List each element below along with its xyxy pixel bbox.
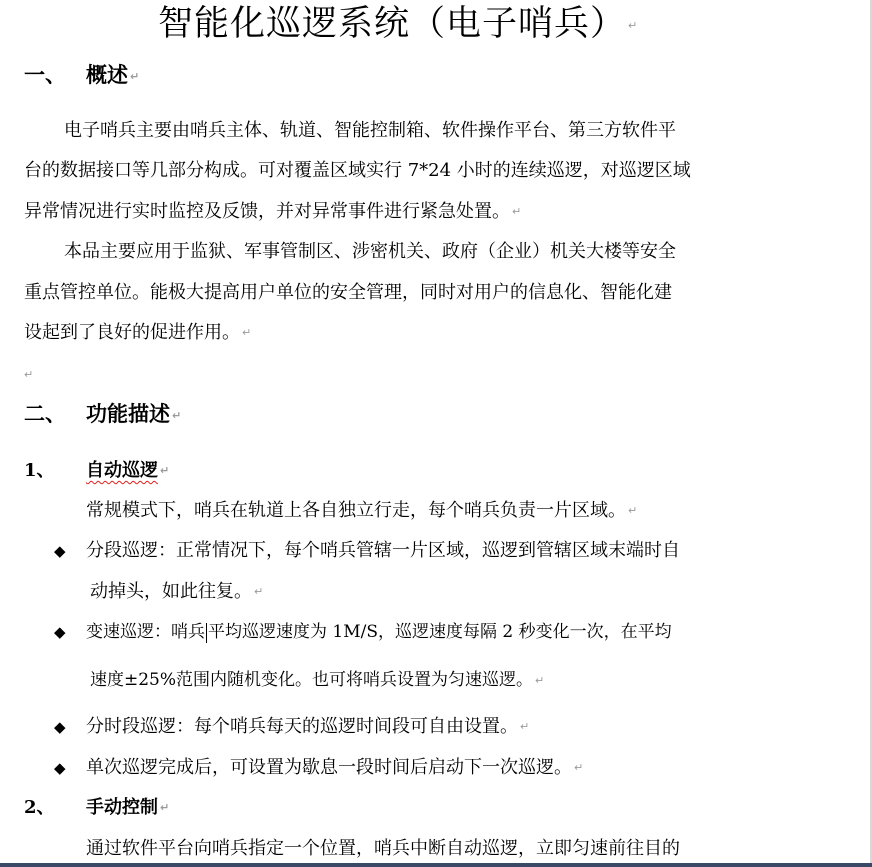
subsection-1-desc: 常规模式下，哨兵在轨道上各自独立行走，每个哨兵负责一片区域。 ↵ [86, 500, 638, 521]
paragraph-mark: ↵ [535, 673, 545, 687]
subsection-2-number: 2、 [24, 797, 55, 818]
overview-para1-line3: 异常情况进行实时监控及反馈，并对异常事件进行紧急处置。 ↵ [24, 201, 522, 222]
paragraph-mark: ↵ [512, 205, 522, 218]
bullet-diamond-icon: ◆ [54, 718, 66, 736]
bullet-diamond-icon: ◆ [54, 542, 66, 560]
bullet-1-line2: 动掉头，如此往复。 ↵ [90, 581, 264, 602]
paragraph-mark: ↵ [130, 69, 140, 83]
subsection-1-number: 1、 [24, 460, 55, 481]
paragraph-mark: ↵ [628, 18, 639, 32]
subsection-2-heading: 手动控制 ↵ [86, 797, 170, 818]
overview-para1-line1: 电子哨兵主要由哨兵主体、轨道、智能控制箱、软件操作平台、第三方软件平 [64, 120, 676, 141]
subsection-1-heading: 自动巡逻 ↵ [86, 460, 170, 481]
bullet-4-line1: 单次巡逻完成后，可设置为歇息一段时间后启动下一次巡逻。 ↵ [86, 757, 584, 778]
paragraph-mark: ↵ [172, 408, 182, 422]
paragraph-mark: ↵ [520, 720, 530, 733]
text-cursor [206, 623, 207, 643]
overview-para2-line3: 设起到了良好的促进作用。 ↵ [24, 322, 252, 343]
bullet-2-line2: 速度±25%范围内随机变化。也可将哨兵设置为匀速巡逻。 ↵ [90, 670, 545, 690]
bullet-1-line1: 分段巡逻：正常情况下，每个哨兵管辖一片区域，巡逻到管辖区域末端时自 [86, 540, 680, 561]
bullet-diamond-icon: ◆ [54, 623, 66, 641]
section-2-number: 二、 [24, 401, 66, 426]
subsection-2-desc: 通过软件平台向哨兵指定一个位置，哨兵中断自动巡逻，立即匀速前往目的 [86, 838, 680, 859]
section-1-number: 一、 [24, 62, 66, 87]
section-1-heading: 概述 ↵ [86, 62, 140, 87]
bullet-diamond-icon: ◆ [54, 759, 66, 777]
paragraph-mark: ↵ [574, 761, 584, 774]
overview-para2-line2: 重点管控单位。能极大提高用户单位的安全管理，同时对用户的信息化、智能化建 [24, 282, 672, 303]
overview-para2-line1: 本品主要应用于监狱、军事管制区、涉密机关、政府（企业）机关大楼等安全 [64, 241, 676, 262]
bullet-3-line1: 分时段巡逻：每个哨兵每天的巡逻时间段可自由设置。 ↵ [86, 716, 530, 737]
paragraph-mark: ↵ [628, 504, 638, 517]
paragraph-mark: ↵ [160, 464, 170, 477]
status-bar-strip [0, 863, 872, 867]
paragraph-mark: ↵ [24, 368, 34, 381]
section-2-heading: 功能描述 ↵ [86, 401, 182, 426]
empty-paragraph [22, 364, 33, 383]
overview-para1-line2: 台的数据接口等几部分构成。可对覆盖区域实行 7*24 小时的连续巡逻，对巡逻区域 [24, 160, 691, 181]
bullet-2-line1: 变速巡逻：哨兵 平均巡逻速度为 1M/S，巡逻速度每隔 2 秒变化一次，在平均 [86, 622, 672, 642]
paragraph-mark: ↵ [160, 801, 170, 814]
paragraph-mark: ↵ [242, 326, 252, 339]
paragraph-mark: ↵ [254, 585, 264, 598]
doc-title: 智能化巡逻系统（电子哨兵） ↵ [158, 4, 639, 44]
